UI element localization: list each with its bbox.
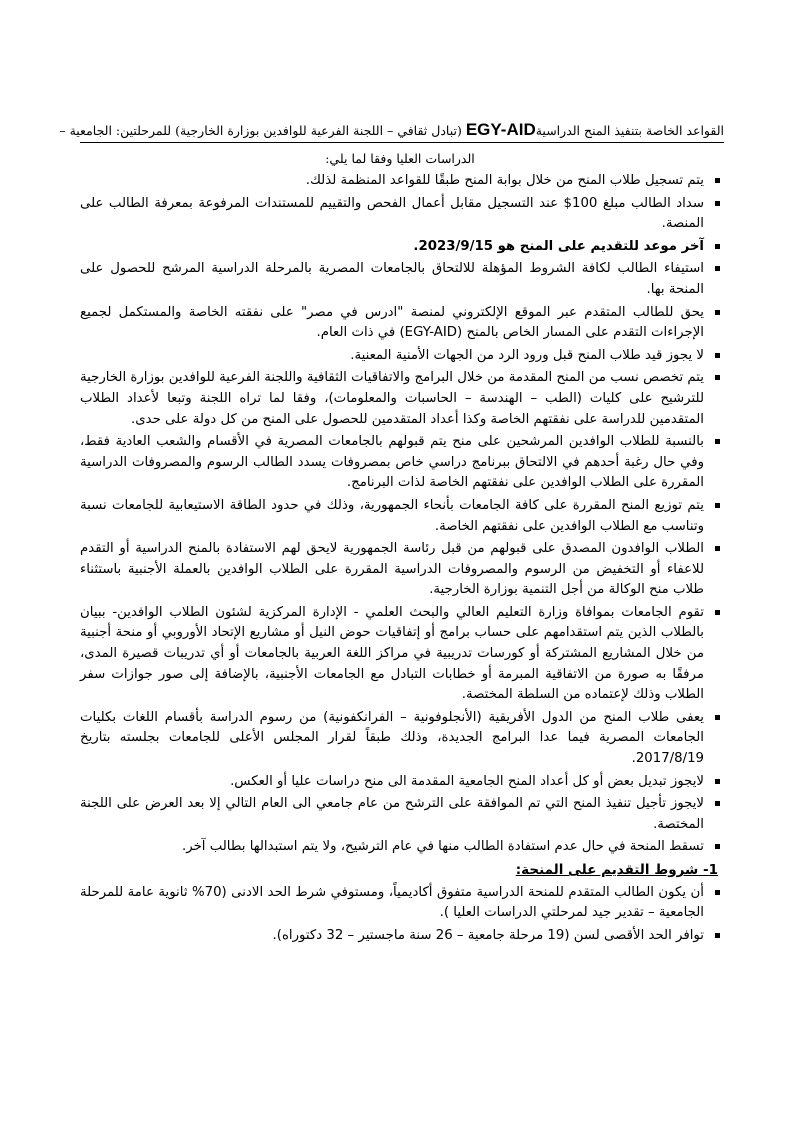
bullet-icon — [715, 844, 720, 849]
bullet-icon — [715, 266, 720, 271]
title-prefix: القواعد الخاصة بتنفيذ المنح الدراسية — [535, 123, 724, 138]
bullet-icon — [715, 779, 720, 784]
list-item: يعفى طلاب المنح من الدول الأفريقية (الأنجلوفونية – الفرانكفونية) من رسوم الدراسة بأقسام اللغات بكليات الجامعات المصرية فيما عدا البرامج الجديدة، وذلك طبقاً لقرار المجلس الأعلى للجامعات بجلسته بتاريخ 2017/8/19. — [80, 708, 720, 770]
title-suffix: (تبادل ثقافي – اللجنة الفرعية للوافدين بوزارة الخارجية) للمرحلتين: الجامعية – — [59, 123, 462, 138]
document-page — [59, 120, 724, 948]
list-item: أن يكون الطالب المتقدم للمنحة الدراسية متفوق أكاديمياً، ومستوفي شرط الحد الادنى (70% ثانوية عامة للمرحلة الجامعية – تقدير جيد لمرحلتي الدراسات العليا ). — [80, 883, 720, 924]
bullet-icon — [715, 801, 720, 806]
bullet-icon — [715, 244, 720, 249]
list-item: استيفاء الطالب لكافة الشروط المؤهلة للالتحاق بالجامعات المصرية بالمرحلة الدراسية المرشح للحصول على المنحة بها. — [80, 259, 720, 300]
list-item: يتم تخصص نسب من المنح المقدمة من خلال البرامج والاتفاقيات الثقافية واللجنة الفرعية للوافدين بوزارة الخارجية للترشيح على كليات (الطب – الهندسة – الحاسبات والمعلومات)، وفقا لما تراه اللجنة وتبعا لأعداد الطلاب المتقدمين للدراسة على نفقتهم الخاصة وكذا أعداد المتقدمين للحصول على المنح من كل دولة على حدى. — [80, 368, 720, 430]
list-item: آخر موعد للتقديم على المنح هو 2023/9/15. — [80, 237, 720, 258]
list-item: يحق للطالب المتقدم عبر الموقع الإلكتروني لمنصة "ادرس في مصر" على نفقته الخاصة والمستكمل لجميع الإجراءات التقدم على المسار الخاص بالمنح (EGY-AID) في ذات العام. — [80, 303, 720, 344]
conditions-list — [80, 883, 720, 947]
list-item: يتم تسجيل طلاب المنح من خلال بوابة المنح طبقًا للقواعد المنظمة لذلك. — [80, 171, 720, 192]
list-item: الطلاب الوافدون المصدق على قبولهم من قبل رئاسة الجمهورية لايحق لهم الاستفادة بالمنح الدراسية أو التقدم للاعفاء أو التخفيض من الرسوم والمصروفات الدراسية المقررة على الطلاب الوافدين بالعملة الأجنبية باستثناء طلاب منح الوكالة من أجل التنمية بوزارة الخارجية. — [80, 539, 720, 601]
list-item: لا يجوز قيد طلاب المنح قبل ورود الرد من الجهات الأمنية المعنية. — [80, 346, 720, 367]
bullet-icon — [715, 610, 720, 615]
bullet-icon — [715, 310, 720, 315]
bullet-icon — [715, 353, 720, 358]
list-item: تقوم الجامعات بموافاة وزارة التعليم العالي والبحث العلمي - الإدارة المركزية لشئون الطلاب الوافدين- ببيان بالطلاب الذين يتم استقدامهم على حساب برامج أو إتفاقيات حوض النيل أو مشاريع الإتحاد الأوروبي أو منحة أجنبية من خلال المشاريع المشتركة أو كورسات تدريبية في مراكز اللغة العربية بالجامعات أو أي تدريبات قصيرة المدى، مرفقًا به صورة من الاتفاقية المبرمة أو خطابات التبادل مع الجامعات الأجنبية، بالإضافة إلى صور جوازات سفر الطلاب وذلك لإعتماده من السلطة المختصة. — [80, 603, 720, 706]
list-item: تسقط المنحة في حال عدم استفادة الطالب منها في عام الترشيح، ولا يتم استبدالها بطالب آخر. — [80, 837, 720, 858]
bullet-icon — [715, 890, 720, 895]
bullet-icon — [715, 439, 720, 444]
list-item: يتم توزيع المنح المقررة على كافة الجامعات بأنحاء الجمهورية، وذلك في حدود الطاقة الاستيعابية للجامعات نسبة وتناسب مع الطلاب الوافدين على نفقتهم الخاصة. — [80, 496, 720, 537]
list-item: لايجوز تبديل بعض أو كل أعداد المنح الجامعية المقدمة الى منح دراسات عليا أو العكس. — [80, 772, 720, 793]
bullet-icon — [715, 375, 720, 380]
bullet-icon — [715, 503, 720, 508]
bullet-icon — [715, 933, 720, 938]
bullet-icon — [715, 715, 720, 720]
list-item: توافر الحد الأقصى لسن (19 مرحلة جامعية – 26 سنة ماجستير – 32 دكتوراه). — [80, 926, 720, 947]
bullet-icon — [715, 546, 720, 551]
bullet-icon — [715, 201, 720, 206]
rules-list — [80, 171, 720, 858]
brand-name: EGY-AID — [465, 120, 536, 139]
title-continuation: الدراسات العليا وفقا لما يلي: — [325, 151, 475, 166]
list-item: بالنسبة للطلاب الوافدين المرشحين على منح يتم قبولهم بالجامعات المصرية في الأقسام والشعب العادية فقط، وفي حال رغبة أحدهم في الالتحاق ببرنامج دراسي خاص بمصروفات يسدد الطالب الرسوم والمصروفات الدراسية المقررة على الطلاب الوافدين على نفقتهم الخاصة لذات البرنامج. — [80, 432, 720, 494]
bullet-icon — [715, 178, 720, 183]
list-item: سداد الطالب مبلغ 100$ عند التسجيل مقابل أعمال الفحص والتقييم للمستندات المرفوعة بمعرفة الطالب على المنصة. — [80, 194, 720, 235]
document-title — [59, 120, 724, 143]
list-item: لايجوز تأجيل تنفيذ المنح التي تم الموافقة على الترشح من عام جامعي الى العام التالي إلا بعد العرض على اللجنة المختصة. — [80, 794, 720, 835]
section-heading: 1- شروط التقديم على المنحة: — [515, 862, 718, 878]
